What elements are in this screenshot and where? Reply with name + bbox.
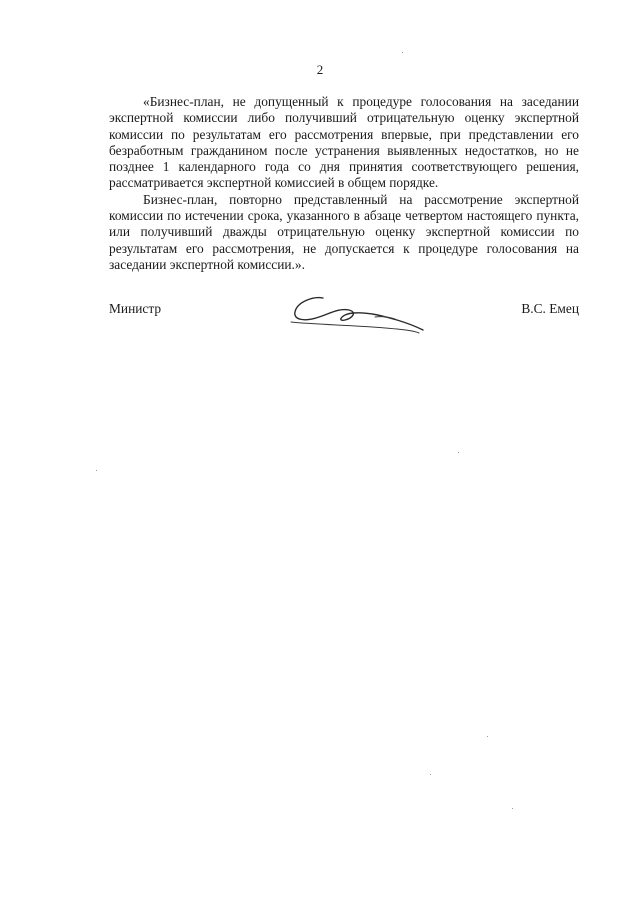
paragraph-2: Бизнес-план, повторно представленный на рассмотрение экспертной комиссии по истечении срока, указанного в абзаце четвертом настоящего пункта, или получивший дважды отрицательную оценку экспертной комиссии по результатам его рассмотрения, не допускается к процедуре голосования на заседании экспертной комиссии.». xyxy=(109,191,579,272)
page-number: 2 xyxy=(316,62,324,77)
handwritten-signature xyxy=(279,290,429,342)
scan-speck xyxy=(512,808,513,809)
signature-block xyxy=(109,290,579,350)
scan-speck xyxy=(458,452,459,453)
signatory-title: Министр xyxy=(109,301,162,316)
scan-speck xyxy=(96,470,97,471)
document-body xyxy=(109,94,579,273)
scan-speck xyxy=(402,52,403,53)
scan-speck xyxy=(487,736,488,737)
signatory-name: В.С. Емец xyxy=(521,301,579,316)
scan-speck xyxy=(430,774,431,775)
paragraph-1: «Бизнес-план, не допущенный к процедуре голосования на заседании экспертной комиссии либо получивший отрицательную оценку экспертной комиссии по результатам его рассмотрения впервые, при представлении его безработным гражданином после устранения выявленных недостатков, но не позднее 1 календарного года со дня принятия соответствующего решения, рассматривается экспертной комиссией в общем порядке. xyxy=(109,94,579,191)
